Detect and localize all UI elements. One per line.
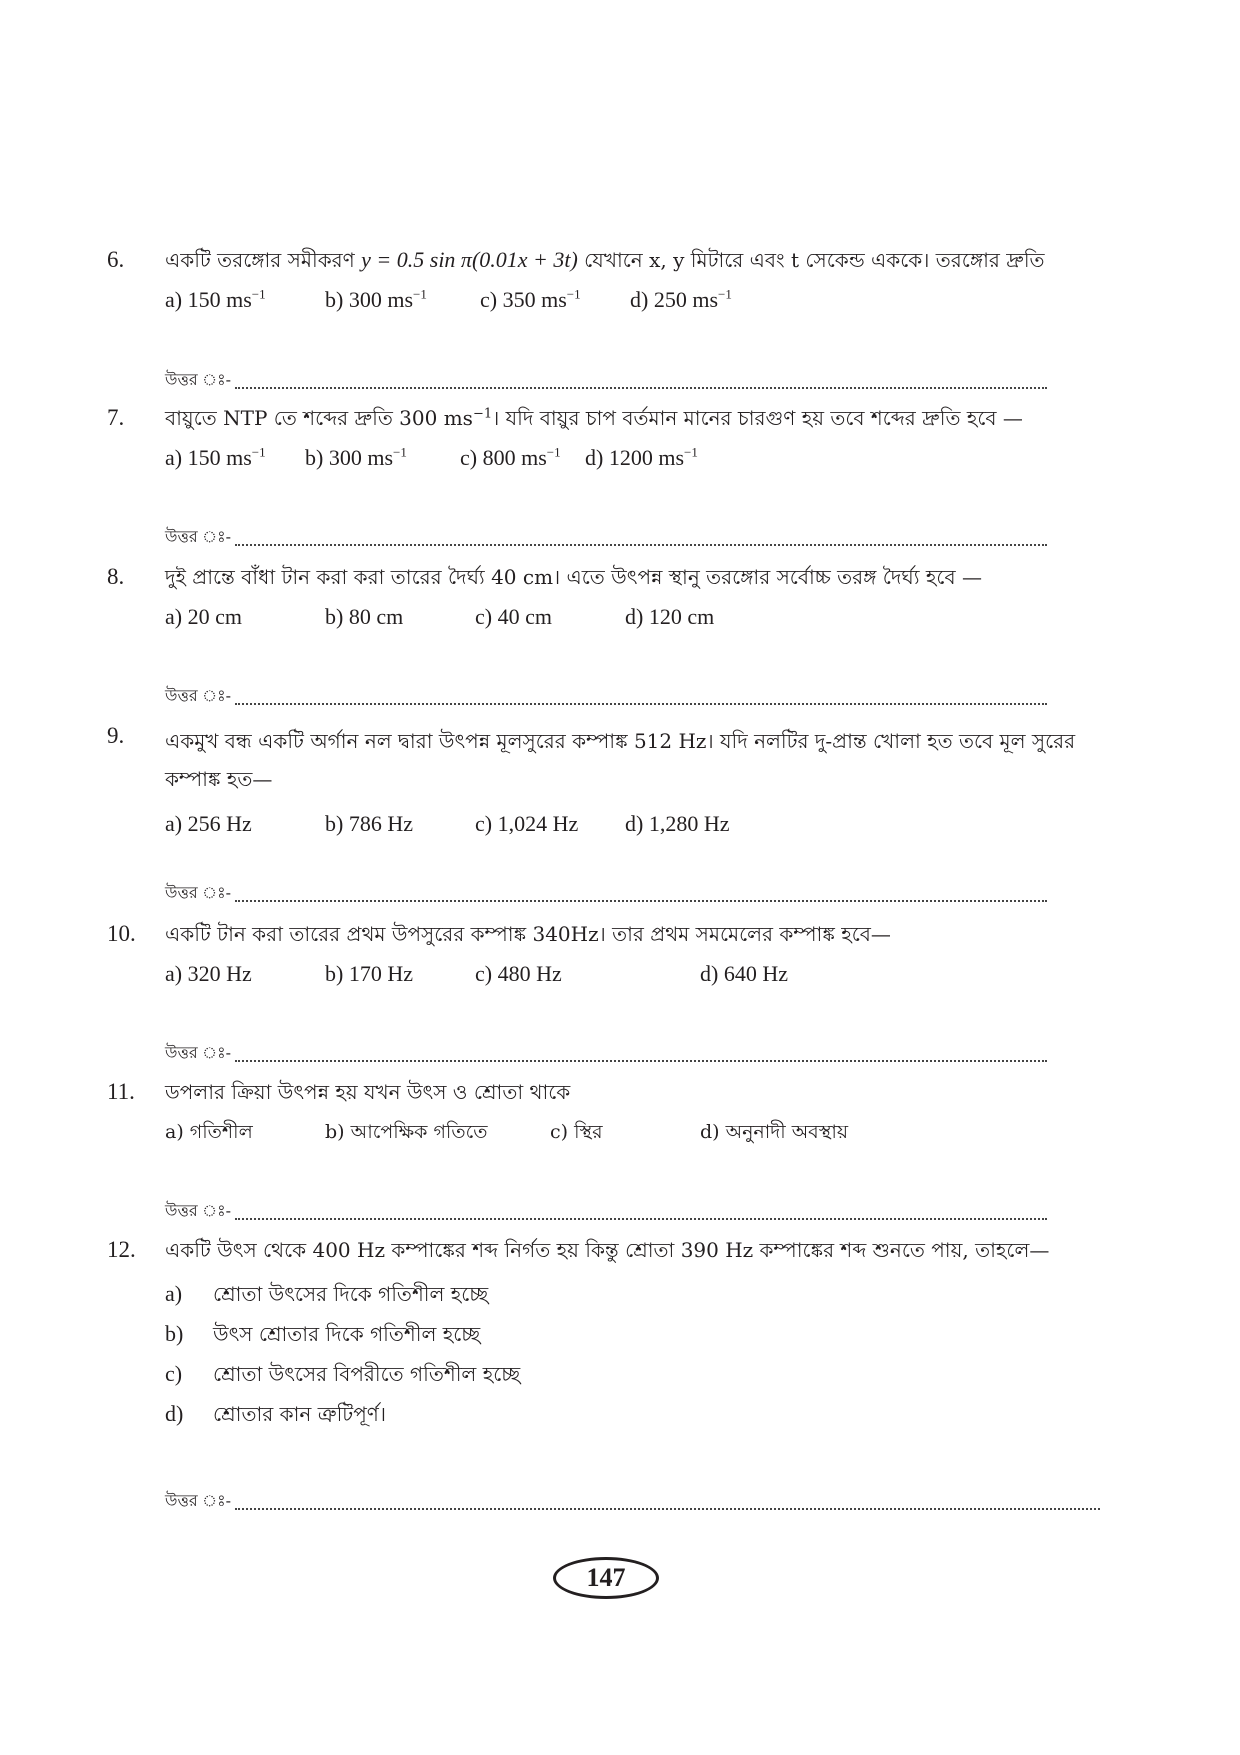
question-text: দুই প্রান্তে বাঁধা টান করা করা তারের দৈর্ঘ্য 40 cm। এতে উৎপন্ন স্থানু তরঙ্গোর সর্বোচ্চ তরঙ্গ দৈর্ঘ্য হবে —	[165, 565, 982, 589]
answer-line-11: উত্তর ঃ-	[165, 1198, 1047, 1225]
answer-dots	[235, 1059, 1047, 1062]
options	[165, 810, 1107, 838]
option-b: b) 300 $ms^{-1}$	[305, 444, 407, 470]
options	[165, 286, 1107, 314]
option-a: a) 20 cm	[165, 604, 242, 629]
option-a: a) 256 Hz	[165, 811, 252, 836]
option-d: d) অনুনাদী অবস্থায়	[700, 1121, 849, 1143]
options	[165, 1274, 1107, 1434]
question-9	[107, 722, 1107, 838]
question-text: একটি তরঙ্গোর সমীকরণ y = 0.5 sin π(0.01x + 3t) যেখানে x, y মিটারে এবং t সেকেন্ড এককে। তরঙ্গোর দ্রুতি	[165, 247, 1045, 272]
option-a: a) 150 $ms^{-1}$	[165, 286, 266, 312]
question-text: একটি উৎস থেকে 400 Hz কম্পাঙ্কের শব্দ নির্গত হয় কিন্তু শ্রোতা 390 Hz কম্পাঙ্কের শব্দ শুনতে পায়, তাহলে—	[165, 1238, 1050, 1262]
option-b: b) 80 cm	[325, 604, 404, 629]
option-d: d) 120 cm	[625, 604, 715, 629]
question-number: 12.	[107, 1237, 136, 1262]
options	[165, 603, 1107, 631]
option-c: c) 800 $ms^{-1}$	[460, 444, 561, 470]
option-c: c) 480 Hz	[475, 961, 562, 986]
option-b: b) উৎস শ্রোতার দিকে গতিশীল হচ্ছে	[165, 1321, 481, 1346]
question-10	[107, 920, 1107, 988]
answer-dots	[235, 1507, 1100, 1510]
options	[165, 960, 1107, 988]
option-b: b) 786 Hz	[325, 811, 413, 836]
option-a: a) গতিশীল	[165, 1121, 253, 1143]
question-text: একটি টান করা তারের প্রথম উপসুরের কম্পাঙ্ক 340Hz। তার প্রথম সমমেলের কম্পাঙ্ক হবে—	[165, 922, 891, 946]
option-d: d) 640 Hz	[700, 961, 788, 986]
answer-line-6: উত্তর ঃ-	[165, 367, 1047, 394]
question-number: 6.	[107, 247, 125, 272]
answer-dots	[235, 899, 1047, 902]
option-a: a) 320 Hz	[165, 961, 252, 986]
question-text: ডপলার ক্রিয়া উৎপন্ন হয় যখন উৎস ও শ্রোতা থাকে	[165, 1080, 571, 1104]
question-number: 11.	[107, 1079, 135, 1104]
answer-line-7: উত্তর ঃ-	[165, 524, 1047, 551]
option-c: c) স্থির	[550, 1121, 603, 1143]
question-number: 8.	[107, 564, 125, 589]
option-d: d) শ্রোতার কান ত্রুটিপূর্ণ।	[165, 1401, 387, 1426]
page-number: 147	[553, 1557, 659, 1599]
option-d: d) 1,280 Hz	[625, 811, 730, 836]
options	[165, 1118, 1107, 1146]
answer-line-8: উত্তর ঃ-	[165, 683, 1047, 710]
answer-line-9: উত্তর ঃ-	[165, 880, 1047, 907]
option-d: d) 250 $ms^{-1}$	[630, 286, 732, 312]
question-7	[107, 404, 1107, 472]
wave-equation: y = 0.5 sin π(0.01x + 3t)	[361, 247, 578, 272]
option-d: d) 1200 $ms^{-1}$	[585, 444, 698, 470]
option-a: a) শ্রোতা উৎসের দিকে গতিশীল হচ্ছে	[165, 1281, 489, 1306]
option-b: b) 170 Hz	[325, 961, 413, 986]
option-a: a) 150 $ms^{-1}$	[165, 444, 266, 470]
question-text: বায়ুতে NTP তে শব্দের দ্রুতি 300 $ms^{-1}।$ যদি বায়ুর চাপ বর্তমান মানের চারগুণ হয় তবে শব্দের দ্রুতি হবে —	[165, 406, 1023, 430]
question-12	[107, 1236, 1107, 1434]
option-c: c) 1,024 Hz	[475, 811, 579, 836]
option-c: c) 350 $ms^{-1}$	[480, 286, 581, 312]
answer-dots	[235, 1217, 1047, 1220]
question-text: একমুখ বন্ধ একটি অর্গান নল দ্বারা উৎপন্ন মূলসুরের কম্পাঙ্ক 512 Hz। যদি নলটির দু-প্রান্ত খোলা হত তবে মূল সুরের কম্পাঙ্ক হত—	[165, 729, 1076, 791]
question-6	[107, 246, 1107, 314]
answer-line-10: উত্তর ঃ-	[165, 1040, 1047, 1067]
option-b: b) আপেক্ষিক গতিতে	[325, 1121, 488, 1143]
answer-dots	[235, 386, 1047, 389]
question-11	[107, 1078, 1107, 1146]
question-number: 10.	[107, 921, 136, 946]
question-number: 9.	[107, 723, 125, 748]
question-8	[107, 563, 1107, 631]
option-c: c) 40 cm	[475, 604, 552, 629]
answer-line-12: উত্তর ঃ-	[165, 1488, 1100, 1515]
option-b: b) 300 $ms^{-1}$	[325, 286, 427, 312]
answer-dots	[235, 702, 1047, 705]
options	[165, 444, 1107, 472]
question-number: 7.	[107, 405, 125, 430]
option-c: c) শ্রোতা উৎসের বিপরীতে গতিশীল হচ্ছে	[165, 1361, 521, 1386]
answer-dots	[235, 543, 1047, 546]
